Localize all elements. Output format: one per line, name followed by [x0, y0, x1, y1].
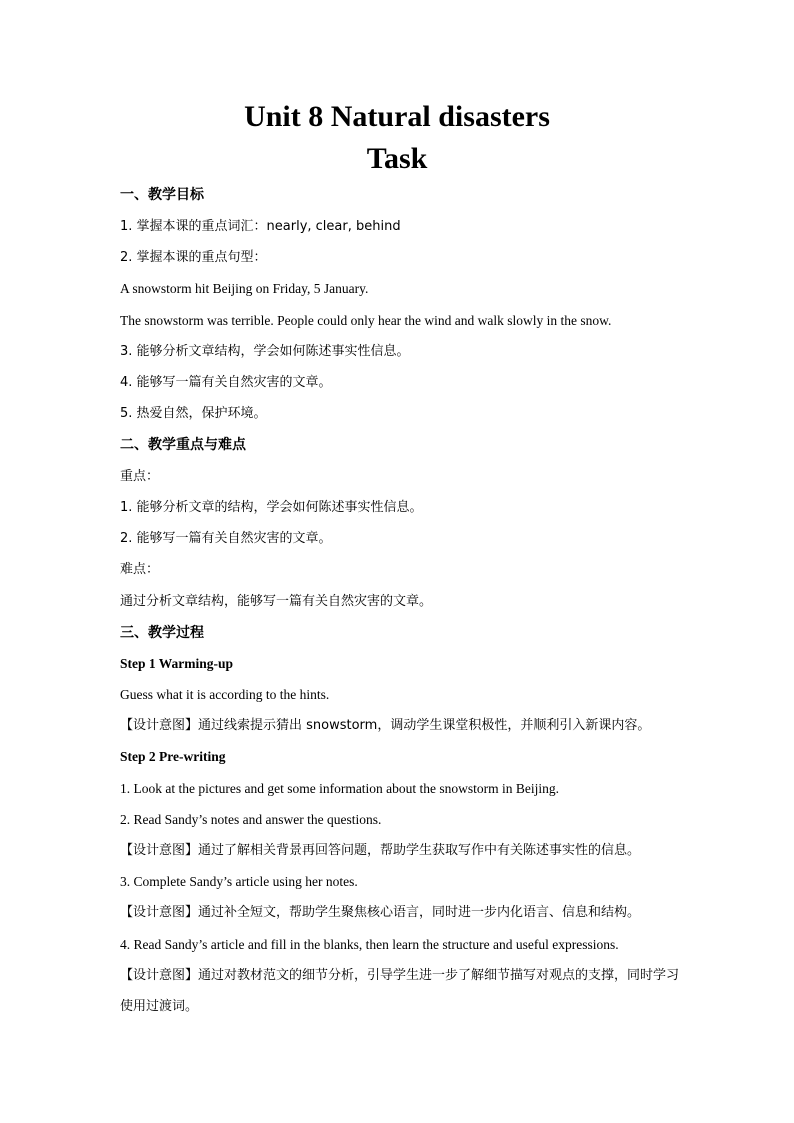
- step2-intent-3: 【设计意图】通过对教材范文的细节分析，引导学生进一步了解细节描写对观点的支撑，同时学习使用过渡词。: [120, 968, 680, 1014]
- document-subtitle: Task: [366, 142, 428, 175]
- objective-2: 2. 掌握本课的重点句型：: [120, 250, 267, 265]
- step2-intent-2: 【设计意图】通过补全短文，帮助学生聚焦核心语言，同时进一步内化语言、信息和结构。: [120, 905, 641, 920]
- process-heading: 三、教学过程: [120, 625, 204, 641]
- difficulty-label: 难点：: [120, 562, 160, 577]
- key-point-1: 1. 能够分析文章的结构，学会如何陈述事实性信息。: [120, 500, 423, 515]
- step2-item-1: 1. Look at the pictures and get some information about the snowstorm in Beijing.: [120, 781, 560, 796]
- key-sentence-2: The snowstorm was terrible. People could only hear the wind and walk slowly in the snow.: [120, 313, 612, 328]
- objective-5: 5. 热爱自然，保护环境。: [120, 406, 267, 421]
- key-points-heading: 二、教学重点与难点: [120, 437, 246, 453]
- step1-intent: 【设计意图】通过线索提示猜出 snowstorm，调动学生课堂积极性，并顺利引入新课内容。: [120, 718, 651, 733]
- step1-title: Step 1 Warming-up: [120, 656, 234, 671]
- key-point-2: 2. 能够写一篇有关自然灾害的文章。: [120, 531, 332, 546]
- objectives-heading: 一、教学目标: [120, 187, 204, 203]
- objective-3: 3. 能够分析文章结构，学会如何陈述事实性信息。: [120, 344, 410, 359]
- step2-intent-1: 【设计意图】通过了解相关背景再回答问题，帮助学生获取写作中有关陈述事实性的信息。: [120, 843, 641, 858]
- step1-text: Guess what it is according to the hints.: [120, 687, 330, 702]
- step2-item-3: 3. Complete Sandy’s article using her notes.: [120, 874, 358, 889]
- step2-title: Step 2 Pre-writing: [120, 749, 226, 764]
- key-sentence-1: A snowstorm hit Beijing on Friday, 5 January.: [120, 281, 369, 296]
- objective-1: 1. 掌握本课的重点词汇：nearly, clear, behind: [120, 219, 401, 234]
- document-title: Unit 8 Natural disasters: [244, 100, 550, 133]
- step2-item-4: 4. Read Sandy’s article and fill in the blanks, then learn the structure and useful expressions.: [120, 937, 619, 952]
- key-label: 重点：: [120, 469, 160, 484]
- difficulty-text: 通过分析文章结构，能够写一篇有关自然灾害的文章。: [120, 594, 433, 609]
- objective-4: 4. 能够写一篇有关自然灾害的文章。: [120, 375, 332, 390]
- step2-item-2: 2. Read Sandy’s notes and answer the questions.: [120, 812, 382, 827]
